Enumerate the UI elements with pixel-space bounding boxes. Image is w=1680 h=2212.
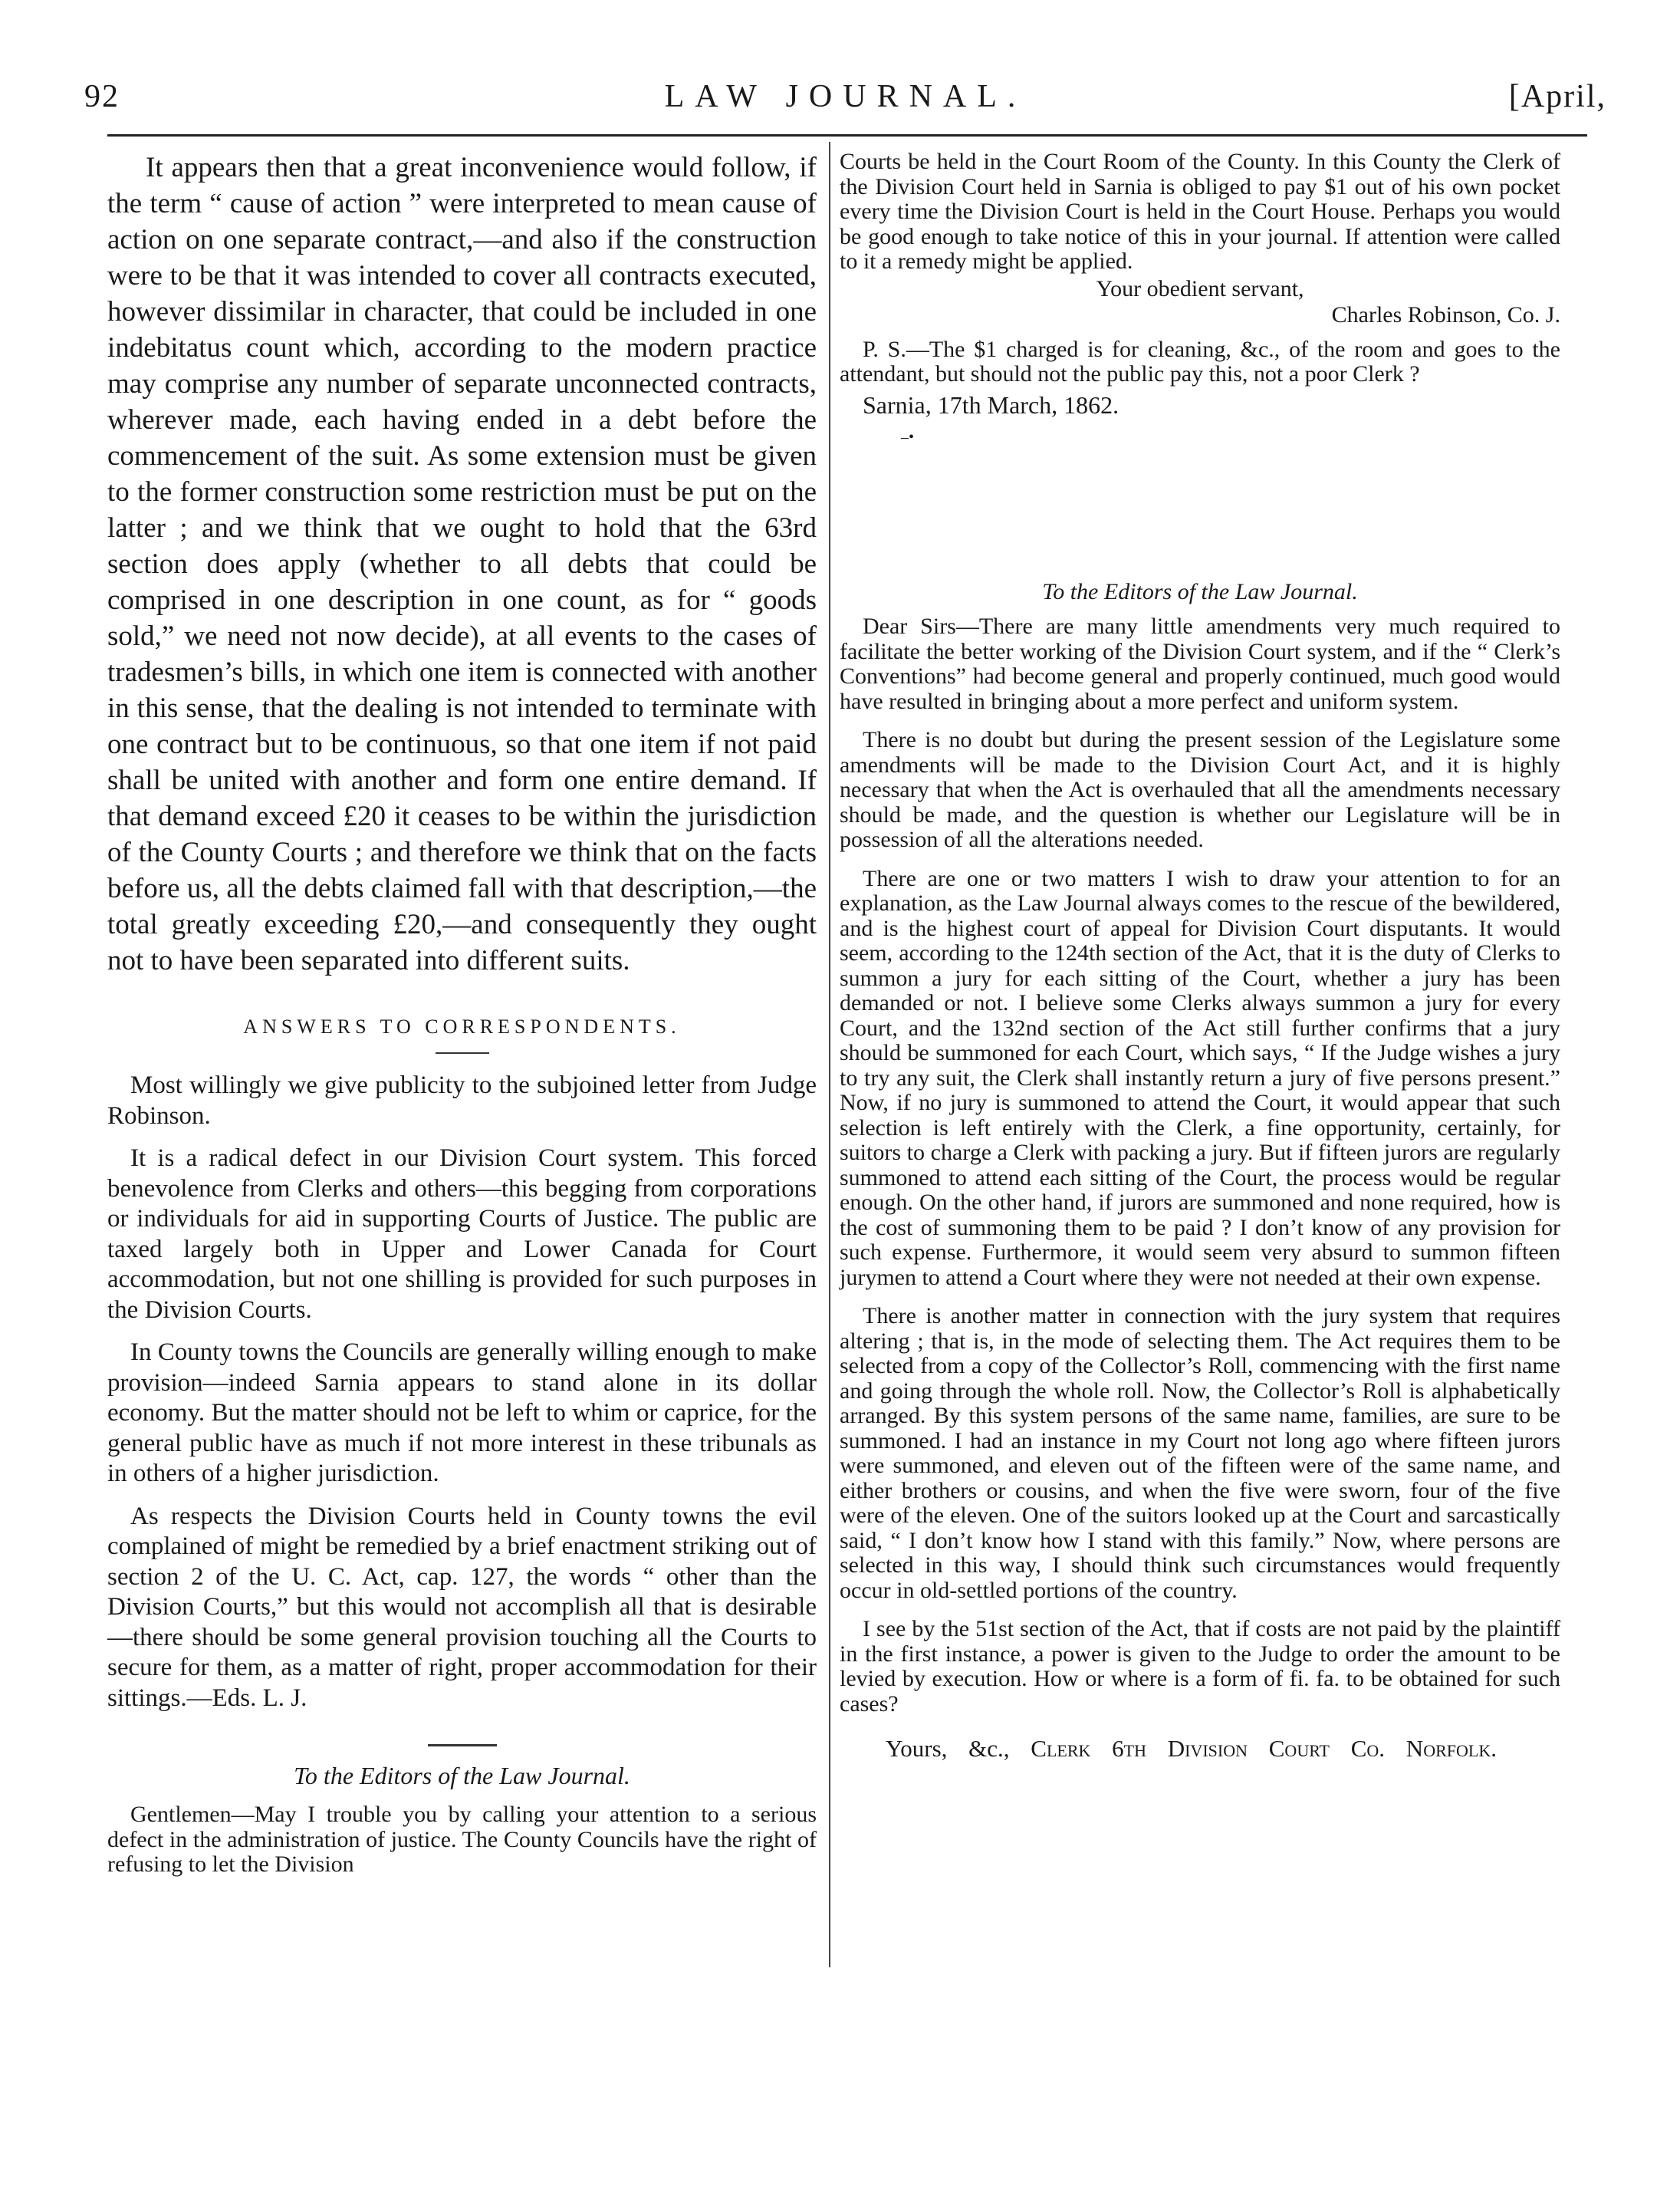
editors-answer [107, 1071, 817, 1713]
letter-signature: Charles Robinson, Co. J. [1331, 301, 1560, 328]
letter-paragraph: Dear Sirs—There are many little amendments very much required to facilitate the better working of the Division Court system, and if the “ Clerk’s Conventions” had become general and properly continued, much good would have resulted in bringing about a more perfect and uniform system. [840, 614, 1560, 714]
issue-month: [April, [1508, 79, 1606, 114]
letter-heading: To the Editors of the Law Journal. [1042, 579, 1358, 604]
left-column [107, 150, 817, 1891]
letter-continued: Courts be held in the Court Room of the County. In this County the Clerk of the Division Court held in Sarnia is obliged to pay $1 out of his own pocket every time the Division Court is held in the Court House. Perhaps you would be good enough to take notice of this in your journal. If attention were called to it a remedy might be applied. [840, 149, 1560, 274]
letter-heading: To the Editors of the Law Journal. [294, 1762, 630, 1789]
page-number: 92 [84, 79, 120, 114]
header-rule [107, 134, 1587, 137]
letter-closing: Your obedient servant, [1096, 275, 1304, 301]
letter-rule [428, 1744, 497, 1746]
letter-paragraph: There is another matter in connection with the jury system that requires altering ; that is, in the mode of selecting them. The Act requires them to be selected from a copy of the Collector’s Roll, commencing with the first name and going through the whole roll. Now, the Collector’s Roll is alphabetically arranged. By this system persons of the same name, families, are sure to be summoned. I had an instance in my Court not long ago where fifteen jurors were summoned, and eleven out of the fifteen were of the same name, and either brothers or cousins, and when the five were sworn, four of the five were of the eleven. One of the suitors looked up at the Court and sarcastically said, “ I don’t know how I stand with this family.” Now, where persons are selected in this way, I should think such circumstances would frequently occur in old-settled portions of the country. [840, 1303, 1560, 1603]
letter-paragraph: I see by the 51st section of the Act, that if costs are not paid by the plaintiff in the first instance, a power is given to the Judge to order the amount to be levied by execution. How or where is a form of fi. fa. to be obtained for such cases? [840, 1616, 1560, 1717]
right-column-top [840, 150, 1560, 446]
answer-paragraph: In County towns the Councils are generally willing enough to make provision—indeed Sarnia appears to stand alone in its dollar economy. But the matter should not be left to whim or caprice, for the general public have as much if not more interest in these tribunals as in others of a higher jurisdiction. [107, 1338, 817, 1487]
answer-paragraph: As respects the Division Courts held in County towns the evil complained of might be remedied by a brief enactment striking out of section 2 of the U. C. Act, cap. 127, the words “ other than the Division Courts,” but this would not accomplish all that is desirable—there should be some general provision touching all the Courts to secure for them, as a matter of right, proper accommodation for their sittings.—Eds. L. J. [107, 1502, 817, 1712]
signoff-text: Yours, &c., [886, 1735, 1010, 1762]
journal-title: LAW JOURNAL. [664, 79, 1027, 114]
section-heading: ANSWERS TO CORRESPONDENTS. [243, 1015, 681, 1038]
right-column-bottom [840, 537, 1560, 1763]
opinion-paragraph: It appears then that a great inconvenience would follow, if the term “ cause of action ” were interpreted to mean cause of action on one separate contract,—and also if the construction were to be that it was intended to cover all contracts executed, however dissimilar in character, that could be included in one indebitatus count which, according to the modern practice may comprise any number of separate unconnected contracts, wherever made, each having ended in a debt before the commencement of the suit. As some extension must be given to the former construction some restriction must be put on the latter ; and we think that we ought to hold that the 63rd section does apply (whether to all debts that could be comprised in one description in one count, as for “ goods sold,” we need not now decide), at all events to the cases of tradesmen’s bills, in which one item is connected with another in this sense, that the dealing is not intended to terminate with one contract but to be continuous, so that one item if not paid shall be united with another and form one entire demand. If that demand exceed £20 it ceases to be within the jurisdiction of the County Courts ; and therefore we think that on the facts before us, all the debts claimed fall with that description,—the total greatly exceeding £20,—and consequently they ought not to have been separated into different suits. [107, 152, 817, 976]
signoff-signature: Clerk 6th Division Court Co. Norfolk. [1031, 1735, 1497, 1762]
section-rule [436, 1052, 489, 1054]
letter-opening: Gentlemen—May I trouble you by calling your attention to a serious defect in the administration of justice. The County Councils have the right of refusing to let the Division [107, 1802, 817, 1877]
postscript: P. S.—The $1 charged is for cleaning, &c., of the room and goes to the attendant, but should not the public pay this, not a poor Clerk ? [840, 336, 1560, 387]
separator-mark: –• [901, 428, 915, 446]
second-letter [840, 614, 1560, 1717]
dateline: Sarnia, 17th March, 1862. [863, 390, 1119, 419]
letter-paragraph: There is no doubt but during the present session of the Legislature some amendments will be made to the Division Court Act, and it is highly necessary that when the Act is overhauled that all the amendments necessary should be made, and the question is whether our Legislature will be in possession of all the alterations needed. [840, 727, 1560, 852]
answer-paragraph: It is a radical defect in our Division Court system. This forced benevolence from Clerks and others—this begging from corporations or individuals for aid in supporting Courts of Justice. The public are taxed largely both in Upper and Lower Canada for Court accommodation, but not one shilling is provided for such purposes in the Division Courts. [107, 1144, 817, 1324]
letter-paragraph: There are one or two matters I wish to draw your attention to for an explanation, as the Law Journal always comes to the rescue of the bewildered, and is the highest court of appeal for Division Court disputants. It would seem, according to the 124th section of the Act, that it is the duty of Clerks to summon a jury for each sitting of the Court, whether a jury has been demanded or not. I believe some Clerks always summon a jury for every Court, and the 132nd section of the Act still further confirms that a jury should be summoned for each Court, which says, “ If the Judge wishes a jury to try any suit, the Clerk shall instantly return a jury of five persons present.” Now, if no jury is summoned to attend the Court, it would appear that such selection is left entirely with the Clerk, a fine opportunity, certainly, for suitors to charge a Clerk with packing a jury. But if fifteen jurors are regularly summoned to attend each sitting of the Court, the process would be regular enough. On the other hand, if jurors are summoned and none required, how is the cost of summoning them to be paid ? I don’t know of any provision for such expense. Furthermore, it would seem very absurd to summon fifteen jurymen to attend a Court where they were not needed at their own expense. [840, 865, 1560, 1290]
answer-paragraph: Most willingly we give publicity to the subjoined letter from Judge Robinson. [107, 1071, 817, 1130]
letter-signoff [886, 1735, 1560, 1763]
column-divider [829, 142, 830, 1967]
page-header [84, 78, 1606, 124]
